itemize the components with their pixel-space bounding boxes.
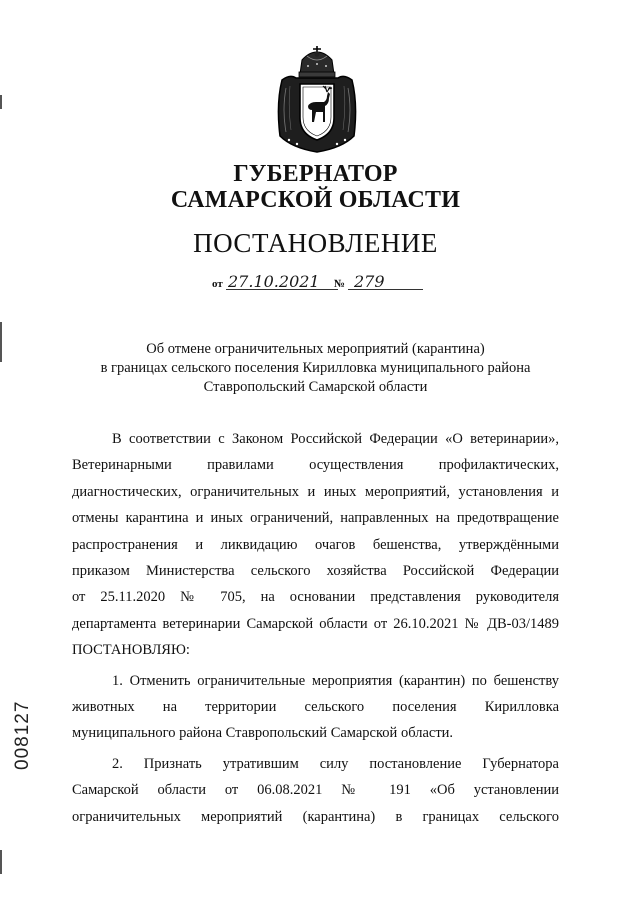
body-line: от 25.11.2020 № 705, на основании представления руководителя [72,589,559,606]
body-line: приказом Министерства сельского хозяйства Российской Федерации [72,563,559,580]
document-number: 279 [354,272,385,291]
body-line: Ветеринарными правилами осуществления профилактических, [72,457,559,474]
item1-line: животных на территории сельского поселения Кирилловка [72,699,559,716]
document-title [60,340,571,397]
document-type: ПОСТАНОВЛЕНИЕ [193,228,438,258]
body-line: диагностических, ограничительных и иных мероприятий, установления и [72,483,559,500]
number-label: № [334,278,346,290]
body-line: В соответствии с Законом Российской Федерации «О ветеринарии», [112,431,559,447]
document-body [72,426,559,830]
item2-line: Самарской области от 06.08.2021 № 191 «Об установлении [72,782,559,799]
edge-mark [0,322,2,362]
decree-word: ПОСТАНОВЛЯЮ: [72,642,190,659]
title-line: Об отмене ограничительных мероприятий (карантина) [146,341,485,357]
item1-line: 1. Отменить ограничительные мероприятия (карантин) по бешенству [112,672,559,689]
body-line: распространения и ликвидацию очагов бешенства, утверждёнными [72,536,559,553]
date-from-label: от [212,278,223,290]
item1-line: муниципального района Ставропольский Самарской области. [72,725,454,742]
item2-line: ограничительных мероприятий (карантина) в границах сельского [72,808,559,825]
body-line: отмены карантина и иных ограничений, направленных на предотвращение [72,510,559,527]
edge-mark [0,850,2,874]
title-line: Ставропольский Самарской области [203,379,428,395]
coat-of-arms-icon [272,44,362,156]
edge-mark [0,95,2,109]
document-date: 27.10.2021 [228,272,320,291]
body-line: департамента ветеринарии Самарской области от 26.10.2021 № ДВ-03/1489 [72,615,559,632]
authority-name-line2: САМАРСКОЙ ОБЛАСТИ [170,187,461,213]
side-serial-number-text: 008127 [12,700,33,770]
item2-line: 2. Признать утратившим силу постановление Губернатора [112,755,559,772]
dateline [212,272,472,292]
authority-name-line1: ГУБЕРНАТОР [233,161,398,187]
side-serial-number [12,684,34,770]
title-line: в границах сельского поселения Кирилловка муниципального района [100,360,531,376]
